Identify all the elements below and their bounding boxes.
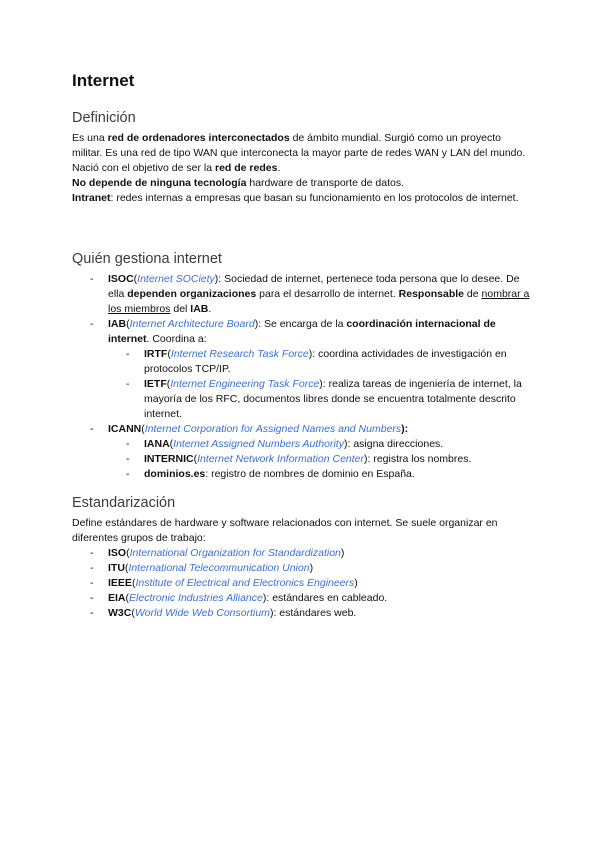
- list-item-ietf: - IETF(Internet Engineering Task Force): realiza tareas de ingeniería de internet, la mayoría de los RFC, documentos libres donde se encuentra totalmente descrito internet.: [144, 377, 532, 422]
- list-item-iana: - IANA(Internet Assigned Numbers Authority): asigna direcciones.: [144, 437, 532, 452]
- estandarizacion-intro: Define estándares de hardware y software relacionados con internet. Se suele organizar en diferentes grupos de trabajo:: [72, 517, 498, 544]
- definicion-paragraph: Nació con el objetivo de ser la red de redes.: [72, 162, 281, 174]
- link-internic[interactable]: Internet Network Information Center: [197, 453, 365, 465]
- link-irtf[interactable]: Internet Research Task Force: [170, 348, 309, 360]
- list-item-ieee: - IEEE(Institute of Electrical and Electronics Engineers): [108, 576, 532, 591]
- link-itu[interactable]: International Telecommunication Union: [128, 562, 310, 574]
- link-iab[interactable]: Internet Architecture Board: [129, 318, 255, 330]
- link-ietf[interactable]: Internet Engineering Task Force: [170, 378, 320, 390]
- list-item-internic: - INTERNIC(Internet Network Information Center): registra los nombres.: [144, 452, 532, 467]
- definicion-paragraph: No depende de ninguna tecnología hardware de transporte de datos.: [72, 177, 405, 189]
- section-heading-definicion: Definición: [72, 110, 136, 126]
- list-item-icann: - ICANN(Internet Corporation for Assigned Names and Numbers): - IANA(Internet Assigned Numbers Authority): asigna direcciones. - INTERNIC(Internet Network Information Center): registra los nombres. - dominios.es: registro de nombres de dominio en España.: [108, 422, 532, 482]
- section-heading-estandarizacion: Estandarización: [72, 495, 176, 511]
- link-iana[interactable]: Internet Assigned Numbers Authority: [173, 438, 344, 450]
- list-item-itu: - ITU(International Telecommunication Union): [108, 561, 532, 576]
- list-item-irtf: - IRTF(Internet Research Task Force): coordina actividades de investigación en protocolos TCP/IP.: [144, 347, 532, 377]
- list-item-w3c: - W3C(World Wide Web Consortium): estándares web.: [108, 606, 532, 621]
- link-eia[interactable]: Electronic Industries Alliance: [129, 592, 263, 604]
- definicion-paragraph: Es una red de ordenadores interconectados de ámbito mundial. Surgió como un proyecto militar. Es una red de tipo WAN que interconecta la mayor parte de redes WAN y LAN del mundo.: [72, 132, 526, 159]
- definicion-paragraph: Intranet: redes internas a empresas que basan su funcionamiento en los protocolos de internet.: [72, 192, 519, 204]
- list-item-iab: - IAB(Internet Architecture Board): Se encarga de la coordinación internacional de internet. Coordina a: - IRTF(Internet Research Task Force): coordina actividades de investigación en protocolos TCP/IP. - IETF(Internet Engineering Task Force): realiza tareas de ingeniería de internet, la mayoría de los RFC, documentos libres donde se encuentra totalmente descrito internet.: [108, 317, 532, 422]
- list-item-eia: - EIA(Electronic Industries Alliance): estándares en cableado.: [108, 591, 532, 606]
- link-ieee[interactable]: Institute of Electrical and Electronics Engineers: [135, 577, 355, 589]
- list-item-isoc: - ISOC(Internet SOCiety): Sociedad de internet, pertenece toda persona que lo desee. De ella dependen organizaciones para el desarrollo de internet. Responsable de nombrar a los miembros del IAB.: [108, 272, 532, 317]
- estandarizacion-body: [72, 516, 532, 621]
- link-isoc[interactable]: Internet SOCiety: [137, 273, 215, 285]
- definicion-body: [72, 131, 532, 206]
- list-item-iso: - ISO(International Organization for Standardization): [108, 546, 532, 561]
- page-title: Internet: [72, 71, 135, 90]
- link-icann[interactable]: Internet Corporation for Assigned Names and Numbers: [144, 423, 402, 435]
- gestion-list: [72, 272, 532, 482]
- list-item-dominios: - dominios.es: registro de nombres de dominio en España.: [144, 467, 532, 482]
- link-iso[interactable]: International Organization for Standardization: [129, 547, 341, 559]
- link-w3c[interactable]: World Wide Web Consortium: [134, 607, 270, 619]
- section-heading-gestion: Quién gestiona internet: [72, 251, 222, 267]
